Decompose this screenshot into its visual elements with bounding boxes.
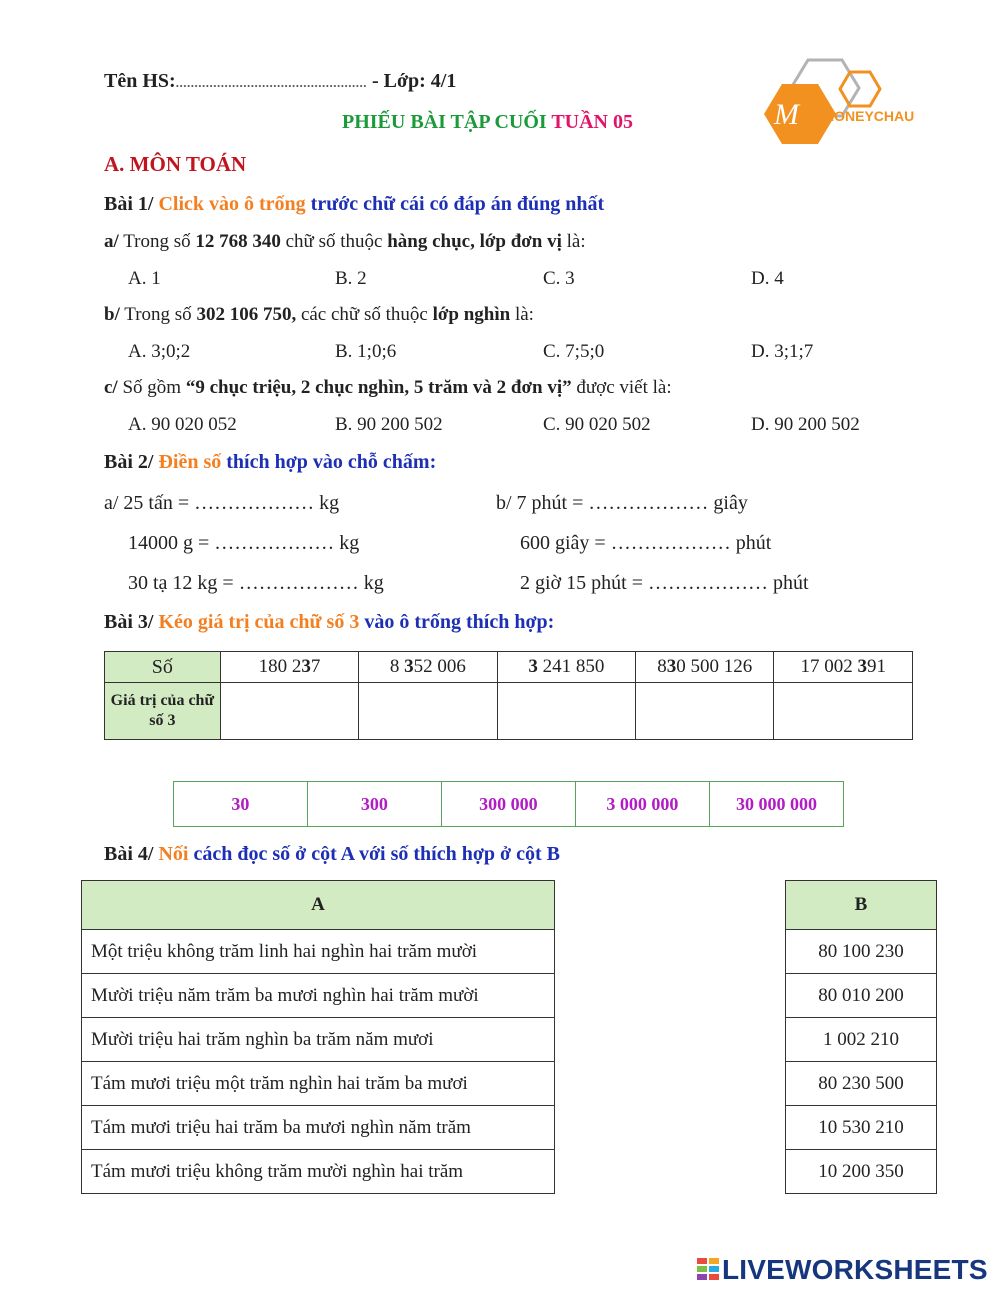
fill-blank-b2[interactable]: 600 giây = ……………… phút: [520, 532, 772, 554]
option-b[interactable]: B. 2: [335, 268, 367, 289]
bai2-heading: [104, 451, 436, 474]
drag-choice[interactable]: 30: [174, 782, 308, 827]
col-a-item[interactable]: Mười triệu hai trăm nghìn ba trăm năm mươi: [82, 1018, 555, 1062]
drop-target[interactable]: [359, 683, 497, 740]
drop-target[interactable]: [220, 683, 358, 740]
q-bold: 302 106 750,: [196, 304, 297, 325]
liveworksheets-logo-icon: [697, 1258, 721, 1284]
table-row: [105, 683, 913, 740]
drag-choice[interactable]: 30 000 000: [709, 782, 843, 827]
q-text: Trong số: [119, 304, 197, 325]
bai4-instr-blue: cách đọc số ở cột A với số thích hợp ở cột B: [188, 843, 560, 865]
fill-blank-b3[interactable]: 2 giờ 15 phút = ……………… phút: [520, 572, 809, 594]
col-b-item[interactable]: 10 530 210: [786, 1106, 937, 1150]
q-text: chữ số thuộc: [280, 231, 388, 252]
table-row: [82, 1106, 555, 1150]
bai3-table: [104, 651, 913, 740]
bai4-label: Bài 4/: [104, 843, 159, 865]
bai4-heading: [104, 843, 560, 866]
section-title: A. MÔN TOÁN: [104, 152, 247, 176]
number-cell: 830 500 126: [636, 652, 774, 683]
q-prefix: a/: [104, 231, 119, 252]
drop-target[interactable]: [497, 683, 635, 740]
fill-blank-a3[interactable]: 30 tạ 12 kg = ……………… kg: [128, 572, 384, 594]
fill-blank-a2[interactable]: 14000 g = ……………… kg: [128, 532, 360, 554]
bai4-instr-orange: Nối: [158, 843, 189, 865]
table-row: [82, 881, 555, 930]
class-label: - Lớp: 4/1: [366, 70, 457, 92]
drag-choice[interactable]: 3 000 000: [575, 782, 709, 827]
col-b-item[interactable]: 1 002 210: [786, 1018, 937, 1062]
option-b[interactable]: B. 90 200 502: [335, 414, 443, 435]
table-row: [82, 1150, 555, 1194]
number-cell: 3 241 850: [497, 652, 635, 683]
table-row: [786, 1150, 937, 1194]
table-row: [82, 930, 555, 974]
drop-target[interactable]: [774, 683, 913, 740]
name-label: Tên HS:: [104, 70, 176, 92]
fill-blank-b1[interactable]: b/ 7 phút = ……………… giây: [496, 492, 748, 514]
q-bold: “9 chục triệu, 2 chục nghìn, 5 trăm và 2 đơn vị”: [185, 377, 572, 398]
title-part1: PHIẾU BÀI TẬP CUỐI: [342, 111, 552, 133]
col-a-item[interactable]: Tám mươi triệu không trăm mười nghìn hai trăm: [82, 1150, 555, 1194]
table-row: [82, 1062, 555, 1106]
col-a-item[interactable]: Mười triệu năm trăm ba mươi nghìn hai trăm mười: [82, 974, 555, 1018]
col-b-item[interactable]: 80 010 200: [786, 974, 937, 1018]
table-row: [105, 652, 913, 683]
option-c[interactable]: C. 3: [543, 268, 575, 289]
hexagon-logo-icon: [762, 58, 932, 148]
bai1-question-c: [104, 377, 672, 399]
bai1-question-a: [104, 231, 586, 253]
student-name-line: [104, 70, 456, 93]
option-c[interactable]: C. 90 020 502: [543, 414, 651, 435]
option-c[interactable]: C. 7;5;0: [543, 341, 605, 362]
col-a-item[interactable]: Tám mươi triệu hai trăm ba mươi nghìn năm trăm: [82, 1106, 555, 1150]
col-b-item[interactable]: 10 200 350: [786, 1150, 937, 1194]
so-label: Số: [105, 652, 221, 683]
bai3-label: Bài 3/: [104, 611, 159, 633]
q-text: Số gồm: [117, 377, 186, 398]
bai1-instr-orange: Click vào ô trống: [158, 193, 306, 215]
col-b-item[interactable]: 80 100 230: [786, 930, 937, 974]
fill-blank-a1[interactable]: a/ 25 tấn = ……………… kg: [104, 492, 340, 514]
honeychau-logo: [762, 58, 932, 148]
bai3-instr-blue: vào ô trống thích hợp:: [359, 611, 555, 633]
q-prefix: b/: [104, 304, 120, 325]
q-prefix: c/: [104, 377, 118, 398]
col-a-item[interactable]: Tám mươi triệu một trăm nghìn hai trăm ba mươi: [82, 1062, 555, 1106]
page-title: [342, 111, 633, 134]
q-bold: hàng chục, lớp đơn vị: [387, 231, 562, 252]
bai2-instr-orange: Điền số: [158, 451, 222, 473]
bai2-instr-blue: thích hợp vào chỗ chấm:: [221, 451, 437, 473]
drag-choices: [173, 781, 844, 827]
q-text: được viết là:: [571, 377, 672, 398]
q-bold: 12 768 340: [195, 231, 281, 252]
option-a[interactable]: A. 90 020 052: [128, 414, 237, 435]
table-row: [786, 1106, 937, 1150]
number-cell: 8 352 006: [359, 652, 497, 683]
brand-text: LIVEWORKSHEETS: [722, 1254, 988, 1285]
bai3-instr-orange: Kéo giá trị của chữ số 3: [158, 611, 360, 633]
bai1-question-b: [104, 304, 534, 326]
q-text: Trong số: [118, 231, 196, 252]
bai2-label: Bài 2/: [104, 451, 159, 473]
option-d[interactable]: D. 3;1;7: [751, 341, 814, 362]
option-d[interactable]: D. 90 200 502: [751, 414, 860, 435]
table-row: [786, 974, 937, 1018]
table-row: [82, 974, 555, 1018]
table-row: [786, 1062, 937, 1106]
name-dots: ...................................................: [175, 75, 367, 90]
q-bold: lớp nghìn: [432, 304, 511, 325]
number-cell: 180 237: [220, 652, 358, 683]
table-row: [174, 782, 844, 827]
title-part2: TUẦN 05: [551, 111, 633, 133]
bai1-label: Bài 1/: [104, 193, 159, 215]
col-b-header: B: [786, 881, 937, 930]
option-d[interactable]: D. 4: [751, 268, 784, 289]
logo-text: HONEYCHAU: [824, 108, 915, 124]
drop-target[interactable]: [636, 683, 774, 740]
q-text: là:: [561, 231, 586, 252]
bai1-instr-blue: trước chữ cái có đáp án đúng nhất: [305, 193, 605, 215]
table-row: [786, 930, 937, 974]
column-b-table: [785, 880, 937, 1194]
option-b[interactable]: B. 1;0;6: [335, 341, 397, 362]
col-b-item[interactable]: 80 230 500: [786, 1062, 937, 1106]
table-row: [786, 881, 937, 930]
col-a-header: A: [82, 881, 555, 930]
column-a-table: [81, 880, 555, 1194]
svg-text:M: M: [774, 98, 799, 131]
value-label: Giá trị của chữ số 3: [105, 683, 221, 740]
q-text: là:: [510, 304, 534, 325]
number-cell: 17 002 391: [774, 652, 913, 683]
table-row: [786, 1018, 937, 1062]
col-a-item[interactable]: Một triệu không trăm linh hai nghìn hai trăm mười: [82, 930, 555, 974]
option-a[interactable]: A. 3;0;2: [128, 341, 191, 362]
drag-choice[interactable]: 300 000: [441, 782, 575, 827]
q-text: các chữ số thuộc: [296, 304, 433, 325]
bai3-heading: [104, 611, 554, 634]
bai1-heading: [104, 193, 604, 216]
option-a[interactable]: A. 1: [128, 268, 161, 289]
drag-choice[interactable]: 300: [307, 782, 441, 827]
table-row: [82, 1018, 555, 1062]
